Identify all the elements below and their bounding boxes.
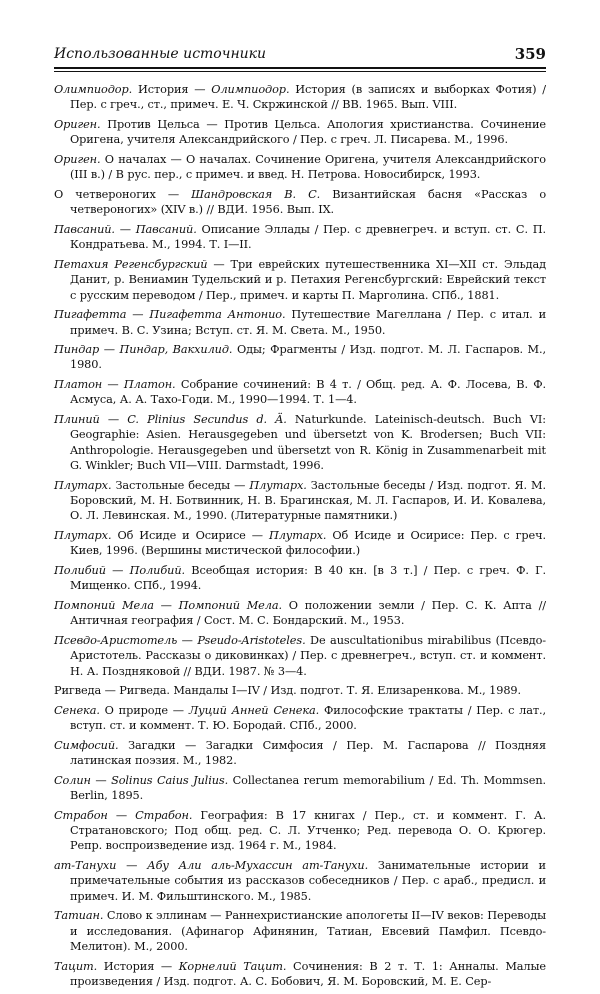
entry-italic-text: Олимпиодор.	[54, 83, 133, 96]
entry-text: О четвероногих —	[54, 187, 192, 201]
entry-italic-text: Помпоний Мела.	[178, 598, 282, 612]
entry-text: Занимательные истории и примечательные события из рассказов собеседников / Пер. с араб., предисл. и примеч. И. М. Фильштинского. М., 1985.	[70, 859, 546, 903]
bibliography-entry	[54, 152, 546, 183]
entry-text: Об Исиде и Осирисе: Пер. с греч. Киев, 1996. (Вершины мистической философии.)	[70, 529, 546, 558]
bibliography-list	[54, 82, 546, 994]
entry-italic-text: Ориген.	[54, 152, 101, 166]
entry-text: Застольные беседы / Изд. подгот. Я. М. Боровский, М. Н. Ботвинник, Н. В. Брагинская, М. Л. Гаспаров, И. И. Ковалева, О. Л. Левинская. М., 1990. (Литературные памятники.)	[70, 478, 546, 523]
bibliography-entry	[54, 908, 546, 954]
entry-italic-text: Симфосий.	[54, 738, 119, 752]
entry-italic-text: Абу Али аль-Мухассин ат-Танухи.	[147, 859, 369, 873]
entry-text: Всеобщая история: В 40 кн. [в 3 т.] / Пер. с греч. Ф. Г. Мищенко. СПб., 1994.	[70, 564, 546, 593]
entry-text: Византийская басня «Рассказ о четвероногих» (XIV в.) // ВДИ. 1956. Вып. IX.	[70, 187, 547, 217]
entry-italic-text: Полибий.	[129, 564, 185, 577]
entry-text: Оды; Фрагменты / Изд. подгот. М. Л. Гаспаров. М., 1980.	[70, 343, 546, 372]
bibliography-entry	[54, 187, 546, 218]
entry-text: Ригведа — Ригведа. Мандалы I—IV / Изд. подгот. Т. Я. Елизаренкова. М., 1989.	[54, 684, 522, 698]
entry-text: —	[114, 222, 136, 236]
entry-text: Об Исиде и Осирисе —	[111, 529, 269, 543]
bibliography-entry	[54, 703, 546, 734]
entry-text: О природе —	[99, 703, 189, 717]
entry-italic-text: Павсаний.	[135, 222, 197, 236]
entry-text: —	[107, 808, 136, 822]
entry-italic-text: Пиндар	[54, 343, 100, 357]
entry-italic-text: Псевдо-Аристотель	[54, 633, 178, 647]
entry-italic-text: Пигафетта	[54, 308, 127, 322]
entry-text: —	[153, 598, 179, 612]
entry-italic-text: ат-Танухи	[54, 859, 117, 873]
bibliography-entry	[54, 478, 546, 524]
entry-italic-text: Плутарх.	[54, 478, 112, 492]
entry-text: —	[99, 343, 120, 357]
entry-text: Собрание сочинений: В 4 т. / Общ. ред. А. Ф. Лосева, В. Ф. Асмуса, А. А. Тахо-Годи. М., 1990—1994. Т. 1—4.	[70, 378, 546, 407]
header-rule-thin	[54, 71, 546, 72]
bibliography-entry	[54, 222, 546, 253]
entry-text: Сочинения: В 2 т. Т. 1: Анналы. Малые произведения / Изд. подгот. А. С. Бобович, Я. М. Боровский, М. Е. Сер-	[70, 959, 546, 989]
entry-italic-text: Шандровская В. С.	[191, 187, 321, 201]
entry-text: — Три еврейских путешественника XI—XII ст. Эльдад Данит, р. Вениамин Тудельский и р. Петахия Регенсбургский: Еврейский текст с русским переводом / Пер., примеч. и карты П. Марголина. СПб., 1881.	[70, 257, 546, 302]
bibliography-entry	[54, 307, 546, 338]
entry-italic-text: Татиан.	[54, 909, 104, 923]
entry-italic-text: Ориген.	[54, 117, 101, 131]
entry-italic-text: Плутарх.	[249, 478, 307, 492]
bibliography-entry	[54, 563, 546, 594]
entry-italic-text: Плиний	[54, 413, 100, 427]
entry-italic-text: Петахия Регенсбургский	[54, 257, 208, 271]
bibliography-entry	[54, 959, 546, 990]
bibliography-entry	[54, 528, 546, 559]
entry-text: Collectanea rerum memorabilium / Ed. Th. Mommsen. Berlin, 1895.	[70, 773, 546, 803]
entry-text: О положении земли / Пер. С. К. Апта // Античная география / Сост. М. С. Бондарский. М., 1953.	[70, 598, 546, 628]
entry-italic-text: Pseudo-Aristoteles.	[197, 633, 306, 647]
entry-italic-text: Плутарх.	[268, 529, 327, 543]
entry-italic-text: Пигафетта Антонио.	[149, 308, 286, 322]
entry-text: —	[177, 633, 198, 647]
entry-text: —	[105, 564, 130, 577]
header-title: Использованные источники	[54, 46, 267, 62]
entry-text: География: В 17 книгах / Пер., ст. и коммент. Г. А. Стратановского; Под общ. ред. С. Л. Утченко; Ред. перевода О. О. Крюгер. Репр. воспроизведение изд. 1964 г. М., 1984.	[70, 808, 546, 853]
entry-text: О началах — О началах. Сочинение Оригена, учителя Александрийского (III в.) / В рус. пер., с примеч. и введ. Н. Петрова. Новосибирск, 1993.	[70, 152, 546, 182]
bibliography-entry	[54, 683, 546, 698]
bibliography-entry	[54, 82, 546, 113]
bibliography-entry	[54, 633, 546, 679]
bibliography-entry	[54, 808, 546, 854]
entry-italic-text: Страбон	[54, 808, 108, 822]
entry-italic-text: Solinus Caius Julius.	[111, 773, 229, 787]
bibliography-entry	[54, 858, 546, 904]
entry-text: Философские трактаты / Пер. с лат., вступ. ст. и коммент. Т. Ю. Бородай. СПб., 2000.	[70, 703, 546, 733]
entry-text: Против Цельса — Против Цельса. Апология христианства. Сочинение Оригена, учителя Александрийского / Пер. с греч. Л. Писарева. М., 1996.	[70, 117, 546, 147]
entry-text: —	[102, 378, 124, 392]
entry-italic-text: Сенека.	[54, 703, 100, 717]
bibliography-entry	[54, 773, 546, 804]
entry-italic-text: Тацит.	[54, 959, 98, 973]
entry-italic-text: Платон	[54, 378, 103, 392]
entry-text: История —	[132, 83, 212, 96]
bibliography-entry	[54, 117, 546, 148]
entry-italic-text: Платон.	[123, 378, 176, 392]
header-rule-thick	[54, 67, 546, 69]
entry-italic-text: Страбон.	[135, 808, 193, 822]
entry-italic-text: Полибий	[54, 564, 106, 577]
bibliography-entry	[54, 377, 546, 408]
entry-italic-text: Пиндар, Вакхилид.	[119, 343, 233, 357]
bibliography-entry	[54, 598, 546, 629]
page-number: 359	[514, 45, 546, 63]
entry-italic-text: Павсаний.	[54, 222, 115, 236]
entry-text: История (в записях и выборках Фотия) / Пер. с греч., ст., примеч. Е. Ч. Скржинской // ВВ. 1965. Вып. VIII.	[70, 83, 546, 112]
entry-text: De auscultationibus mirabilibus (Псевдо-Аристотель. Рассказы о диковинках) / Пер. с древнегреч., вступ. ст. и коммент. Н. А. Поздняковой // ВДИ. 1987. № 3—4.	[70, 633, 546, 678]
entry-italic-text: Плутарх.	[54, 529, 112, 543]
entry-text: —	[116, 859, 148, 873]
entry-text: Путешествие Магеллана / Пер. с итал. и примеч. В. С. Узина; Вступ. ст. Я. М. Света. М., 1950.	[70, 308, 546, 337]
bibliography-entry	[54, 738, 546, 769]
entry-text: Naturkunde. Lateinisch-deutsch. Buch VI: Geographie: Asien. Herausgegeben und übersetzt von K. Brodersen; Buch VII: Anthropologie. Herausgegeben und übersetzt von R. König in Zusammenarbeit mit G. Winkler; Buch VII—VIII. Darmstadt, 1996.	[70, 413, 546, 473]
entry-text: —	[126, 308, 150, 322]
bibliography-entry	[54, 257, 546, 303]
entry-text: История —	[97, 959, 179, 973]
entry-italic-text: C. Plinius Secundus d. Ä.	[127, 413, 287, 427]
entry-italic-text: Корнелий Тацит.	[178, 959, 287, 973]
entry-italic-text: Солин	[54, 773, 91, 787]
bibliography-entry	[54, 342, 546, 373]
entry-text: Застольные беседы —	[111, 478, 250, 492]
entry-italic-text: Луций Анней Сенека.	[188, 703, 320, 717]
entry-text: Слово к эллинам — Раннехристианские апологеты II—IV веков: Переводы и исследования. (Афинагор Афинянин, Татиан, Евсевий Памфил. Псевдо-Мелитон). М., 2000.	[70, 909, 546, 954]
entry-italic-text: Помпоний Мела	[54, 598, 154, 612]
bibliography-entry	[54, 412, 546, 473]
entry-text: —	[90, 773, 112, 787]
running-header	[54, 44, 546, 64]
entry-text: Описание Эллады / Пер. с древнегреч. и вступ. ст. С. П. Кондратьева. М., 1994. Т. I—II.	[70, 222, 546, 252]
entry-text: Загадки — Загадки Симфосия / Пер. М. Гаспарова // Поздняя латинская поэзия. М., 1982.	[70, 738, 546, 768]
entry-text: —	[99, 413, 128, 427]
entry-italic-text: Олимпиодор.	[211, 83, 290, 96]
